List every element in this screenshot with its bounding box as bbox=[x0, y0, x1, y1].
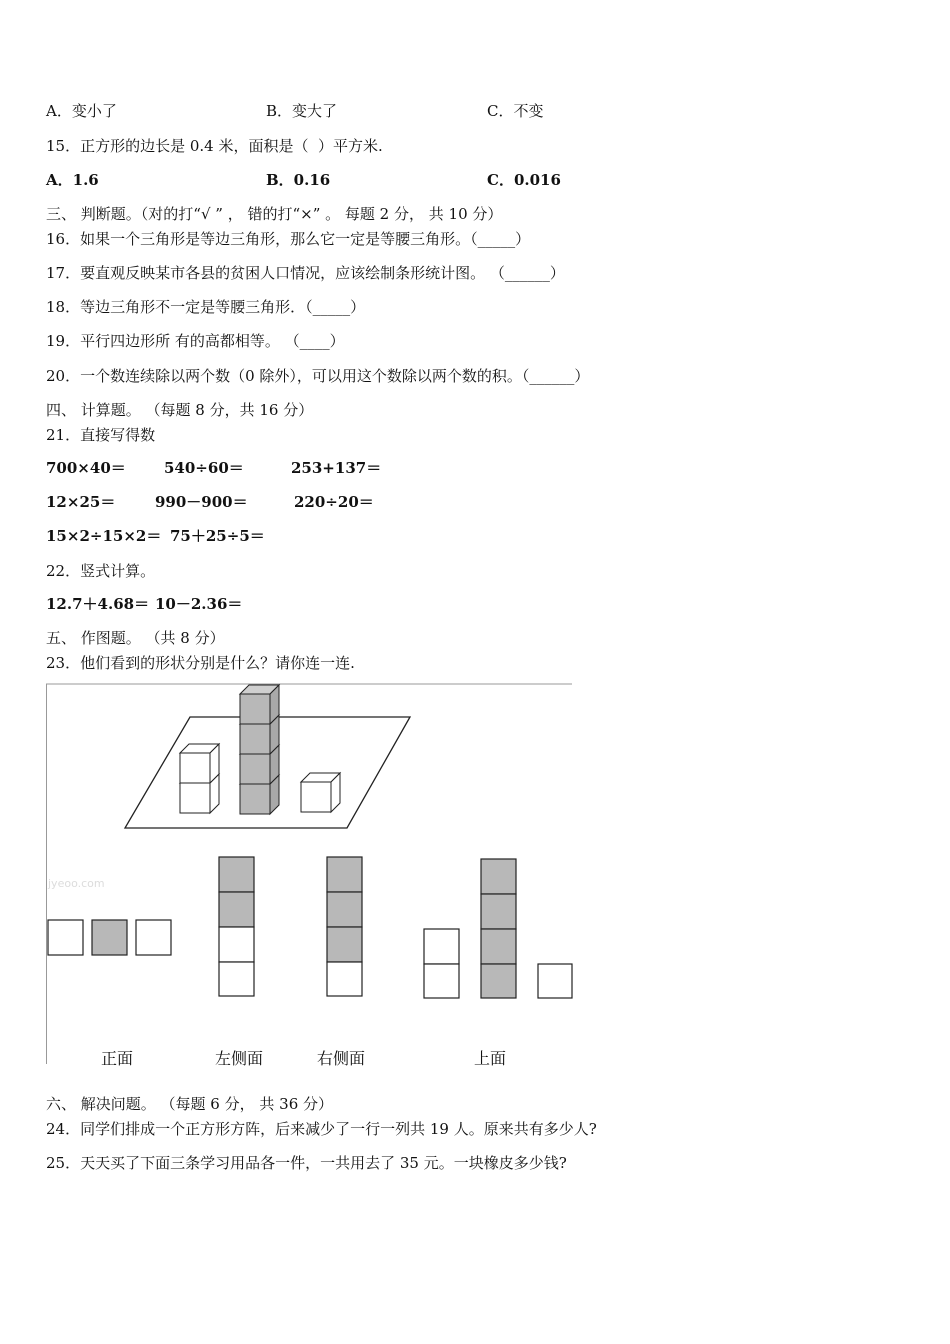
caption-front: 正面 bbox=[101, 1049, 134, 1068]
view4-square-2 bbox=[424, 964, 459, 998]
view4-square-6 bbox=[481, 964, 516, 998]
q17: 17．要直观反映某市各县的贫困人口情况，应该绘制条形统计图。 （______） bbox=[46, 264, 565, 282]
q14-option-a: A．变小了 bbox=[46, 102, 117, 120]
q22: 22．竖式计算。 bbox=[46, 562, 156, 580]
section4-heading: 四、 计算题。 （每题 8 分，共 16 分） bbox=[46, 401, 314, 419]
view4-square-7 bbox=[538, 964, 572, 998]
view4-square-1 bbox=[424, 929, 459, 964]
tower-cube-4 bbox=[240, 685, 279, 724]
calc-6: 220÷20＝ bbox=[294, 493, 374, 511]
view2-square-2 bbox=[219, 892, 254, 927]
view2-square-3 bbox=[219, 927, 254, 962]
view2-square-4 bbox=[219, 962, 254, 996]
q14-option-b: B．变大了 bbox=[266, 102, 338, 120]
view3-square-1 bbox=[327, 857, 362, 892]
section5-heading: 五、 作图题。 （共 8 分） bbox=[46, 629, 225, 647]
q21: 21．直接写得数 bbox=[46, 426, 156, 444]
caption-right-side: 右侧面 bbox=[317, 1049, 366, 1068]
q15-option-b: B．0.16 bbox=[266, 171, 331, 189]
q19: 19．平行四边形所 有的高都相等。 （____） bbox=[46, 332, 345, 350]
view1-square-2 bbox=[92, 920, 127, 955]
calc-9: 12.7＋4.68＝ bbox=[46, 595, 150, 613]
q23: 23．他们看到的形状分别是什么？请你连一连. bbox=[46, 654, 355, 672]
view3-square-4 bbox=[327, 962, 362, 996]
q24: 24．同学们排成一个正方形方阵，后来减少了一行一列共 19 人。原来共有多少人? bbox=[46, 1120, 597, 1138]
section6-heading: 六、 解决问题。 （每题 6 分， 共 36 分） bbox=[46, 1095, 334, 1113]
view2-square-1 bbox=[219, 857, 254, 892]
calc-5: 990－900＝ bbox=[155, 493, 248, 511]
calc-2: 540÷60＝ bbox=[164, 459, 244, 477]
calc-8: 75＋25÷5＝ bbox=[170, 527, 265, 545]
calc-7: 15×2÷15×2＝ bbox=[46, 527, 162, 545]
view4-square-4 bbox=[481, 894, 516, 929]
q20: 20．一个数连续除以两个数（0 除外），可以用这个数除以两个数的积。（______） bbox=[46, 367, 590, 385]
calc-1: 700×40＝ bbox=[46, 459, 126, 477]
view1-square-1 bbox=[48, 920, 83, 955]
q16: 16．如果一个三角形是等边三角形，那么它一定是等腰三角形。（_____） bbox=[46, 230, 531, 248]
watermark: jyeoo.com bbox=[48, 877, 105, 890]
q25: 25．天天买了下面三条学习用品各一件，一共用去了 35 元。一块橡皮多少钱? bbox=[46, 1154, 567, 1172]
calc-10: 10－2.36＝ bbox=[155, 595, 243, 613]
view3-square-3 bbox=[327, 927, 362, 962]
q18: 18．等边三角形不一定是等腰三角形．（_____） bbox=[46, 298, 366, 316]
q15-option-c: C．0.016 bbox=[487, 171, 561, 189]
q15-option-a: A．1.6 bbox=[46, 171, 99, 189]
calc-4: 12×25＝ bbox=[46, 493, 116, 511]
single-cube bbox=[301, 773, 340, 812]
calc-3: 253+137＝ bbox=[291, 459, 382, 477]
view1-square-3 bbox=[136, 920, 171, 955]
view4-square-3 bbox=[481, 859, 516, 894]
caption-top: 上面 bbox=[474, 1049, 507, 1068]
caption-left-side: 左侧面 bbox=[215, 1049, 264, 1068]
section3-heading: 三、 判断题。（对的打“√ ” ， 错的打“×” 。 每题 2 分， 共 10 分） bbox=[46, 205, 503, 223]
q14-option-c: C．不变 bbox=[487, 102, 544, 120]
left-stack-cube-top bbox=[180, 744, 219, 783]
view3-square-2 bbox=[327, 892, 362, 927]
q15-question: 15．正方形的边长是 0.4 米，面积是（ ）平方米. bbox=[46, 137, 383, 155]
view4-square-5 bbox=[481, 929, 516, 964]
